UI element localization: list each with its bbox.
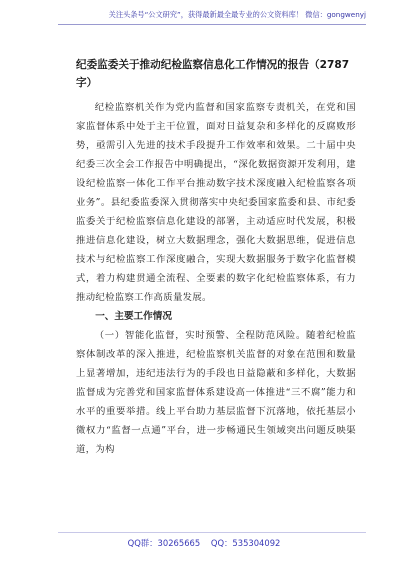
section-paragraph: （一）智能化监督，实时预警、全程防范风险。随着纪检监察体制改革的深入推进，纪检监察机关监督的对象在范围和数量上显著增加，违纪违法行为的手段也日益隐蔽和多样化，大数据监督成为完善党和国家监督体系建设高一体推进“三不腐”能力和水平的重要举措。线上平台助力基层监督下沉落地，依托基层小微权力“监督一点通”平台，进一步畅通民生领域突出问题反映渠道，为构 bbox=[76, 330, 356, 455]
footer-divider bbox=[58, 532, 366, 533]
footer-qq-group: QQ群：30265665 bbox=[127, 538, 201, 548]
document-body bbox=[76, 56, 356, 459]
intro-paragraph: 纪检监察机关作为党内监督和国家监察专责机关，在党和国家监督体系中处于主干位置，面对日益复杂和多样化的反腐败形势，亟需引入先进的技术手段提升工作效率和效果。二十届中央纪委三次全会工作报告中明确提出，“深化数据资源开发利用，建设纪检监察一体化工作平台推动数字技术深度融入纪检监察各项业务”。县纪委监委深入贯彻落实中央纪委国家监委和县、市纪委监委关于纪检监察信息化建设的部署，主动适应时代发展，积极推进信息化建设，树立大数据理念，强化大数据思维，促进信息技术与纪检监察工作深度融合，实现大数据服务于数字化监督模式，着力构建贯通全流程、全要素的数字化纪检监察体系，有力推动纪检监察工作高质量发展。 bbox=[76, 102, 356, 303]
header-banner: 关注头条号“公文研究”，获得最新最全最专业的公文资料库！ 微信：gongwenyj bbox=[108, 10, 366, 19]
section-heading: 一、主要工作情况 bbox=[95, 311, 172, 322]
footer-qq: QQ：535304092 bbox=[210, 538, 281, 548]
footer bbox=[0, 537, 408, 549]
header-divider bbox=[58, 24, 366, 25]
document-title: 纪委监委关于推动纪检监察信息化工作情况的报告（2787字） bbox=[76, 59, 350, 89]
